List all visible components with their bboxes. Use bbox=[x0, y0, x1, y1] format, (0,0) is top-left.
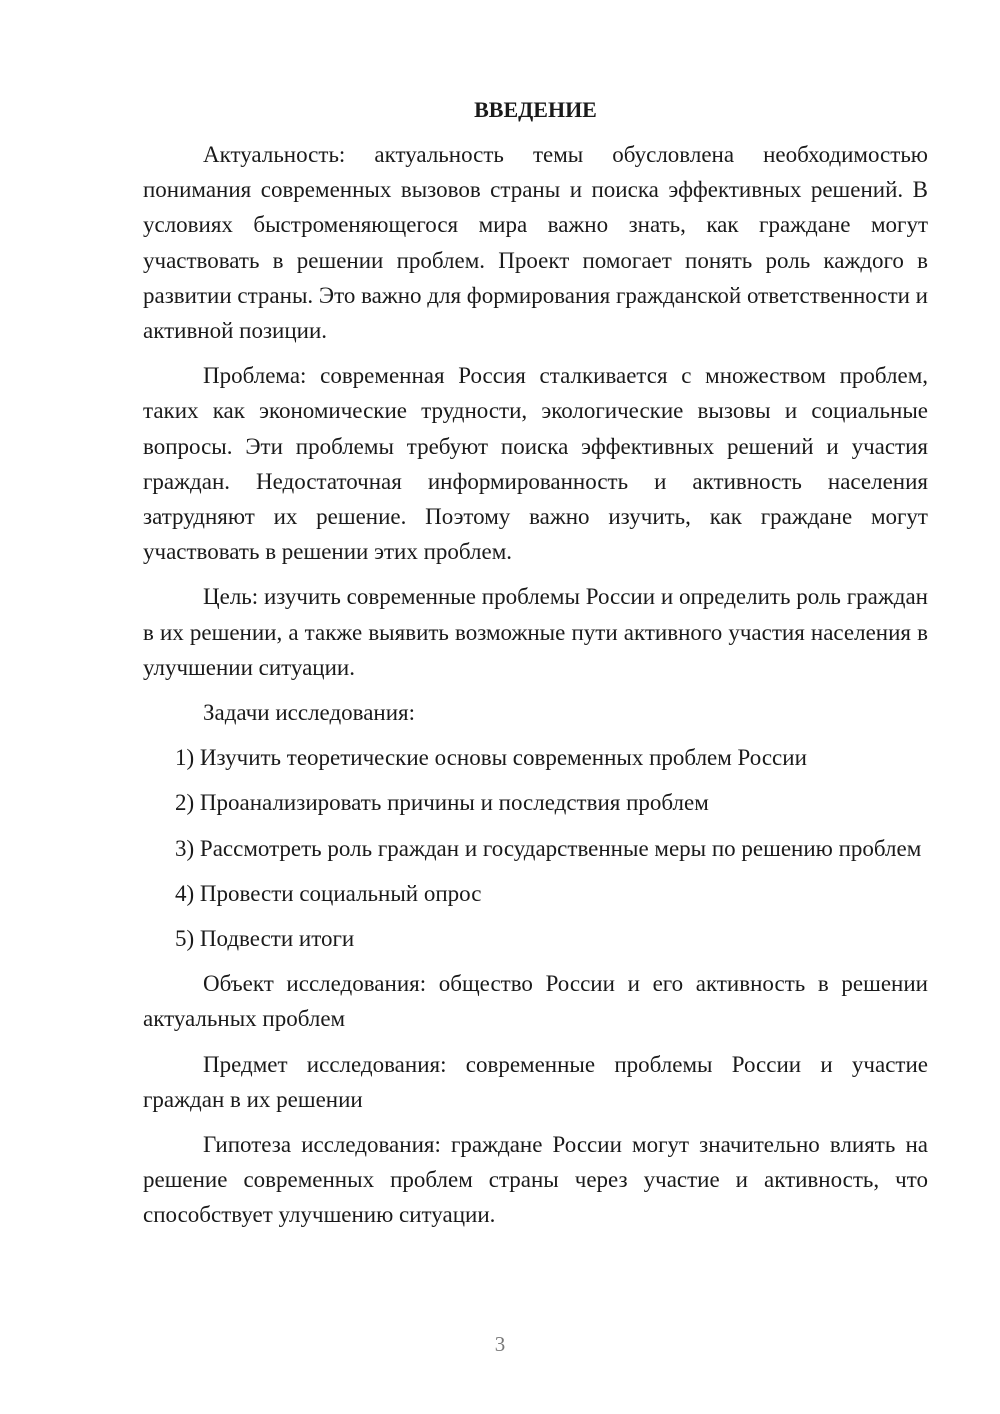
page-number: 3 bbox=[494, 1332, 506, 1356]
page-content bbox=[143, 90, 928, 1243]
tasks-heading: Задачи исследования: bbox=[203, 700, 416, 726]
section-heading: ВВЕДЕНИЕ bbox=[474, 97, 597, 122]
relevance-paragraph: Актуальность: актуальность темы обусловлена необходимостью понимания современных вызовов страны и поиска эффективных решений. В условиях быстроменяющегося мира важно знать, как граждане могут участвовать в решении проблем. Проект помогает понять роль каждого в развитии страны. Это важно для формирования гражданской ответственности и активной позиции. bbox=[143, 142, 928, 344]
hypothesis-paragraph: Гипотеза исследования: граждане России могут значительно влиять на решение современных проблем страны через участие и активность, что способствует улучшению ситуации. bbox=[143, 1132, 928, 1228]
subject-paragraph: Предмет исследования: современные проблемы России и участие граждан в их решении bbox=[143, 1051, 928, 1112]
task-item-4: 4) Провести социальный опрос bbox=[175, 880, 482, 906]
goal-paragraph: Цель: изучить современные проблемы России и определить роль граждан в их решении, а также выявить возможные пути активного участия населения в улучшении ситуации. bbox=[143, 584, 928, 680]
object-paragraph: Объект исследования: общество России и его активность в решении актуальных проблем bbox=[143, 971, 928, 1032]
task-item-1: 1) Изучить теоретические основы современных проблем России bbox=[175, 745, 807, 771]
task-item-3: 3) Рассмотреть роль граждан и государственные меры по решению проблем bbox=[175, 835, 922, 861]
task-item-5: 5) Подвести итоги bbox=[175, 926, 355, 952]
task-item-2: 2) Проанализировать причины и последствия проблем bbox=[175, 790, 709, 816]
problem-paragraph: Проблема: современная Россия сталкивается с множеством проблем, таких как экономические трудности, экологические вызовы и социальные вопросы. Эти проблемы требуют поиска эффективных решений и участия граждан. Недостаточная информированность и активность населения затрудняют их решение. Поэтому важно изучить, как граждане могут участвовать в решении этих проблем. bbox=[143, 363, 928, 565]
